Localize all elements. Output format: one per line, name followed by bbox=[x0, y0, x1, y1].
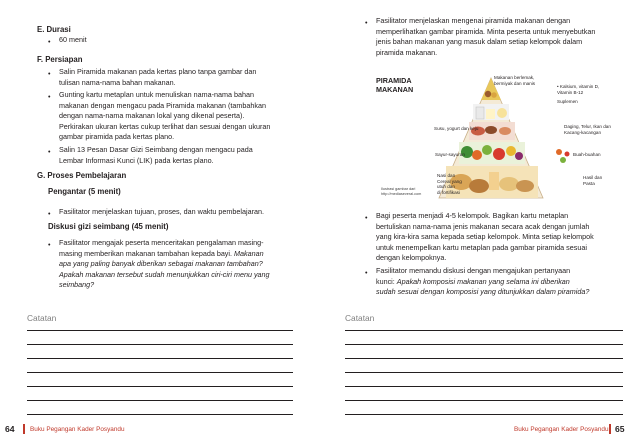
catatan-label: Catatan bbox=[345, 313, 375, 323]
note-line bbox=[27, 400, 293, 401]
pyramid-label-top: Makanan berlemak, bermiyak dan manis bbox=[494, 75, 536, 86]
section-f-heading: F. Persiapan bbox=[37, 55, 83, 64]
note-line bbox=[345, 358, 623, 359]
duration-value: 60 menit bbox=[59, 35, 87, 44]
discussion-item: Fasilitator mengajak peserta menceritakan pengalaman masing- masing memberikan makanan tambahan kepada bayi. Makanan apa yang paling banyak diberikan sebagai makanan tambahan? Apakah makanan tersebut sudah menunjukkan ciri-ciri menu yang seimbang? bbox=[59, 238, 270, 290]
pyramid-label-hasil: Hasil dan Pasta bbox=[583, 175, 603, 186]
note-line bbox=[345, 414, 623, 415]
page-number: 65 bbox=[615, 424, 625, 434]
footer-title: Buku Pegangan Kader Posyandu bbox=[30, 426, 125, 433]
image-credit: Ilustrasi gambar dari http://mediaseveral.com bbox=[381, 187, 422, 196]
catatan-label: Catatan bbox=[27, 313, 57, 323]
pyramid-intro-item: Fasilitator menjelaskan mengenai piramida makanan dengan memperlihatkan gambar piramida. Minta peserta untuk menyebutkan jenis bahan makanan yang masuk dalam setiap kelompok dalam piramida makanan. bbox=[376, 16, 596, 57]
subheading-pengantar: Pengantar (5 menit) bbox=[48, 187, 121, 196]
intro-item: Fasilitator menjelaskan tujuan, proses, dan waktu pembelajaran. bbox=[59, 207, 264, 216]
note-line bbox=[27, 358, 293, 359]
bullet-icon: • bbox=[48, 37, 51, 46]
pyramid-label-daging: Daging, Telur, Ikan dan Kacang-kacangan bbox=[564, 124, 611, 135]
bullet-icon: • bbox=[48, 240, 51, 249]
bullet-icon: • bbox=[48, 209, 51, 218]
note-line bbox=[27, 372, 293, 373]
preparation-item-2: Gunting kartu metaplan untuk menuliskan nama-nama bahan makanan dengan mengacu pada Piramida makanan (tambahkan dengan nama-nama makanan lokal yang dikenal peserta). Perkirakan ukuran kertas cukup terlihat dan sesuai dengan ukuran gambar piramida pada kertas plano. bbox=[59, 90, 271, 142]
bullet-icon: • bbox=[48, 147, 51, 156]
note-line bbox=[345, 344, 623, 345]
footer-divider bbox=[609, 424, 611, 434]
pyramid-label-sayur: Sayur-sayuran bbox=[435, 152, 465, 157]
note-line bbox=[27, 414, 293, 415]
group-activity-item: Bagi peserta menjadi 4-5 kelompok. Bagikan kartu metaplan bertuliskan nama-nama jenis makanan secara acak dengan jumlah yang kira-kira sama kepada setiap kelompok. Minta setiap kelompok untuk menempelkan kartu metaplan pada gambar piramida sesuai dengan kelompoknya. bbox=[376, 211, 594, 263]
bullet-icon: • bbox=[365, 268, 368, 277]
note-line bbox=[27, 386, 293, 387]
bullet-icon: • bbox=[365, 18, 368, 27]
right-page bbox=[319, 0, 638, 447]
pyramid-label-susu: Susu, yogurt dan keju bbox=[434, 126, 479, 131]
section-g-heading: G. Proses Pembelajaran bbox=[37, 171, 127, 180]
section-e-heading: E. Durasi bbox=[37, 25, 71, 34]
discussion-question-item: Fasilitator memandu diskusi dengan mengajukan pertanyaan kunci: Apakah komposisi makanan yang selama ini diberikan sudah sesuai dengan komposisi yang ditunjukkan dalam piramida? bbox=[376, 266, 590, 297]
preparation-item-3: Salin 13 Pesan Dasar Gizi Seimbang dengan mengacu pada Lembar Informasi Kunci (LIK) pada kertas plano. bbox=[59, 145, 253, 165]
note-line bbox=[345, 330, 623, 331]
note-line bbox=[27, 344, 293, 345]
bullet-icon: • bbox=[365, 213, 368, 222]
bullet-icon: • bbox=[48, 92, 51, 101]
note-line bbox=[345, 386, 623, 387]
note-line bbox=[27, 330, 293, 331]
subheading-diskusi: Diskusi gizi seimbang (45 menit) bbox=[48, 222, 169, 231]
pyramid-title: PIRAMIDA MAKANAN bbox=[376, 76, 414, 94]
footer-divider bbox=[23, 424, 25, 434]
note-line bbox=[345, 372, 623, 373]
page-number: 64 bbox=[5, 424, 15, 434]
pyramid-label-kalsium: • Kalsium, vitamin D, Vitamin B-12 bbox=[557, 84, 600, 95]
note-line bbox=[345, 400, 623, 401]
pyramid-label-suplemen: Suplemen bbox=[557, 99, 578, 104]
footer-title: Buku Pegangan Kader Posyandu bbox=[514, 426, 609, 433]
pyramid-label-buah: Buah-buahan bbox=[573, 152, 601, 157]
pyramid-label-nasi: Nasi dan Cereal yang utuh dan di fortifikasi bbox=[437, 173, 462, 195]
preparation-item-1: Salin Piramida makanan pada kertas plano tanpa gambar dan tulisan nama-nama bahan makanan. bbox=[59, 67, 257, 87]
bullet-icon: • bbox=[48, 69, 51, 78]
